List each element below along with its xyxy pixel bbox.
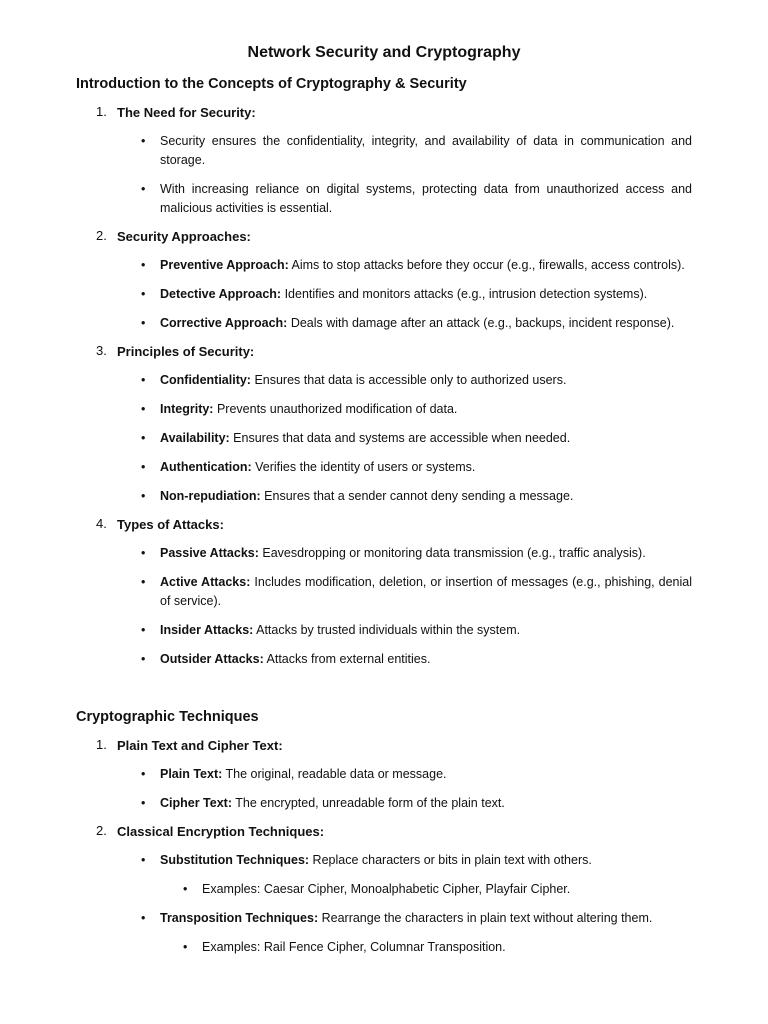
- item-number: 2.: [96, 228, 107, 243]
- bullet-item: [160, 909, 692, 928]
- section-title-cryptographic-techniques: Cryptographic Techniques: [76, 709, 259, 725]
- bullet-text: Verifies the identity of users or systems.: [251, 460, 476, 474]
- bullet-text: Includes modification, deletion, or insertion of messages (e.g., phishing, denial of service).: [160, 575, 693, 608]
- bullet-text: With increasing reliance on digital systems, protecting data from unauthorized access and malicious activities is essential.: [160, 182, 692, 215]
- bullet-text: Ensures that data and systems are accessible when needed.: [229, 431, 571, 445]
- bullet-item: [160, 371, 692, 390]
- bullet-text: Aims to stop attacks before they occur (e.g., firewalls, access controls).: [288, 258, 685, 272]
- list-item-plain-and-cipher-text: [76, 737, 692, 813]
- bullet-item: [160, 400, 692, 419]
- sub-bullet-item: [202, 880, 692, 899]
- item-number: 3.: [96, 343, 107, 358]
- list-item-principles-of-security: [76, 343, 692, 506]
- numbered-list-intro: [76, 104, 692, 669]
- bullet-term: Authentication:: [160, 460, 252, 474]
- bullet-text: Examples: Rail Fence Cipher, Columnar Transposition.: [202, 940, 506, 954]
- bullet-text: Ensures that a sender cannot deny sending a message.: [260, 489, 574, 503]
- bullet-term: Active Attacks:: [160, 575, 251, 589]
- list-item-types-of-attacks: [76, 516, 692, 669]
- sub-bullet-item: [202, 938, 692, 957]
- bullet-text: Attacks by trusted individuals within the system.: [253, 623, 521, 637]
- bullet-text: Identifies and monitors attacks (e.g., intrusion detection systems).: [281, 287, 648, 301]
- bullet-term: Integrity:: [160, 402, 214, 416]
- bullet-text: The original, readable data or message.: [222, 767, 447, 781]
- bullet-text: Attacks from external entities.: [263, 652, 431, 666]
- item-title: Security Approaches:: [117, 229, 251, 244]
- bullet-list: [76, 851, 692, 870]
- bullet-item: [160, 132, 692, 170]
- bullet-item: [160, 180, 692, 218]
- item-title: The Need for Security:: [117, 105, 256, 120]
- list-item-classical-encryption: [76, 823, 692, 957]
- bullet-text: Prevents unauthorized modification of data.: [213, 402, 458, 416]
- bullet-term: Availability:: [160, 431, 230, 445]
- bullet-term: Non-repudiation:: [160, 489, 261, 503]
- bullet-term: Detective Approach:: [160, 287, 282, 301]
- bullet-list: [76, 909, 692, 928]
- sub-bullet-list: [76, 880, 692, 899]
- sub-bullet-list: [76, 938, 692, 957]
- item-title: Principles of Security:: [117, 344, 255, 359]
- bullet-item: [160, 621, 692, 640]
- item-title: Types of Attacks:: [117, 517, 224, 532]
- bullet-text: Replace characters or bits in plain text with others.: [309, 853, 592, 867]
- bullet-item: [160, 544, 692, 563]
- bullet-term: Outsider Attacks:: [160, 652, 264, 666]
- bullet-text: Rearrange the characters in plain text without altering them.: [318, 911, 653, 925]
- bullet-item: [160, 285, 692, 304]
- bullet-term: Passive Attacks:: [160, 546, 259, 560]
- bullet-item: [160, 314, 692, 333]
- bullet-item: [160, 573, 692, 611]
- bullet-term: Transposition Techniques:: [160, 911, 319, 925]
- document-title: Network Security and Cryptography: [247, 44, 521, 61]
- item-title: Plain Text and Cipher Text:: [117, 738, 283, 753]
- bullet-list: [76, 765, 692, 813]
- bullet-term: Cipher Text:: [160, 796, 232, 810]
- bullet-term: Preventive Approach:: [160, 258, 289, 272]
- bullet-item: [160, 794, 692, 813]
- bullet-item: [160, 256, 692, 275]
- bullet-item: [160, 487, 692, 506]
- bullet-list: [76, 132, 692, 218]
- list-item-need-for-security: [76, 104, 692, 218]
- bullet-item: [160, 458, 692, 477]
- item-number: 2.: [96, 823, 107, 838]
- bullet-term: Substitution Techniques:: [160, 853, 310, 867]
- bullet-list: [76, 256, 692, 333]
- item-number: 4.: [96, 516, 107, 531]
- item-number: 1.: [96, 104, 107, 119]
- bullet-list: [76, 371, 692, 506]
- bullet-text: Examples: Caesar Cipher, Monoalphabetic Cipher, Playfair Cipher.: [202, 882, 571, 896]
- bullet-text: Deals with damage after an attack (e.g., backups, incident response).: [287, 316, 675, 330]
- item-title: Classical Encryption Techniques:: [117, 824, 325, 839]
- bullet-text: The encrypted, unreadable form of the plain text.: [232, 796, 505, 810]
- bullet-item: [160, 765, 692, 784]
- bullet-item: [160, 851, 692, 870]
- bullet-text: Ensures that data is accessible only to authorized users.: [250, 373, 567, 387]
- bullet-item: [160, 650, 692, 669]
- numbered-list-techniques: [76, 737, 692, 957]
- bullet-item: [160, 429, 692, 448]
- item-number: 1.: [96, 737, 107, 752]
- bullet-list: [76, 544, 692, 669]
- bullet-term: Plain Text:: [160, 767, 223, 781]
- bullet-term: Insider Attacks:: [160, 623, 254, 637]
- section-title-intro: Introduction to the Concepts of Cryptography & Security: [76, 76, 467, 92]
- bullet-term: Confidentiality:: [160, 373, 251, 387]
- bullet-term: Corrective Approach:: [160, 316, 288, 330]
- bullet-text: Eavesdropping or monitoring data transmission (e.g., traffic analysis).: [258, 546, 646, 560]
- bullet-text: Security ensures the confidentiality, integrity, and availability of data in communication and storage.: [160, 134, 692, 167]
- list-item-security-approaches: [76, 228, 692, 333]
